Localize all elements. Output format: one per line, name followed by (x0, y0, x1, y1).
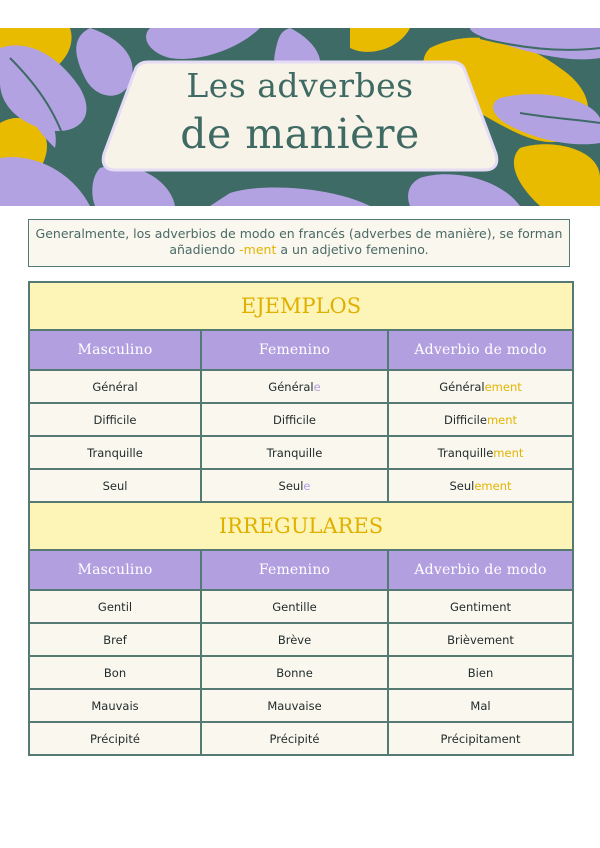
page-title-line-1: Les adverbes (186, 66, 414, 105)
column-header-femenino: Femenino (201, 550, 388, 590)
feminine-cell: Précipité (201, 722, 388, 755)
feminine-base: Général (268, 379, 314, 394)
table-row (29, 436, 573, 469)
feminine-cell (201, 370, 388, 403)
adverb-base: Difficile (443, 412, 487, 427)
masculine-cell: Difficile (29, 403, 201, 436)
masculine-cell: Gentil (29, 590, 201, 623)
examples-heading: EJEMPLOS (29, 282, 573, 330)
column-header-masculino: Masculino (29, 330, 201, 370)
adverb-suffix: ement (484, 379, 522, 394)
column-header-masculino: Masculino (29, 550, 201, 590)
feminine-cell: Gentille (201, 590, 388, 623)
adverb-cell: Précipitament (388, 722, 573, 755)
masculine-cell: Général (29, 370, 201, 403)
feminine-cell: Mauvaise (201, 689, 388, 722)
adverb-suffix: ment (486, 412, 518, 427)
feminine-cell (201, 436, 388, 469)
adverb-cell (388, 370, 573, 403)
adverb-cell: Mal (388, 689, 573, 722)
adverb-cell: Brièvement (388, 623, 573, 656)
adverb-cell (388, 436, 573, 469)
feminine-suffix: e (313, 379, 321, 394)
column-header-adverbio: Adverbio de modo (388, 330, 573, 370)
feminine-base: Difficile (273, 412, 316, 427)
adverb-base: Seul (449, 478, 475, 493)
table-row (29, 623, 573, 656)
adverb-suffix: ement (474, 478, 512, 493)
masculine-cell: Bref (29, 623, 201, 656)
section-heading-row (29, 282, 573, 330)
masculine-cell: Tranquille (29, 436, 201, 469)
adverb-base: Tranquille (437, 445, 494, 460)
masculine-cell: Mauvais (29, 689, 201, 722)
feminine-cell (201, 403, 388, 436)
irregulars-heading: IRREGULARES (29, 502, 573, 550)
column-header-row (29, 330, 573, 370)
column-header-femenino: Femenino (201, 330, 388, 370)
masculine-cell: Seul (29, 469, 201, 502)
feminine-cell (201, 469, 388, 502)
column-header-adverbio: Adverbio de modo (388, 550, 573, 590)
masculine-cell: Bon (29, 656, 201, 689)
adverb-base: Général (439, 379, 485, 394)
table-row (29, 689, 573, 722)
title-plate (98, 58, 502, 174)
table-row (29, 403, 573, 436)
intro-text: Generalmente, los adverbios de modo en francés (adverbes de manière), se forman añadiendo (35, 226, 563, 257)
feminine-cell: Brève (201, 623, 388, 656)
table-row (29, 370, 573, 403)
table-row (29, 469, 573, 502)
section-heading-row (29, 502, 573, 550)
table-row (29, 656, 573, 689)
page-title-line-2: de manière (180, 110, 420, 158)
feminine-cell: Bonne (201, 656, 388, 689)
adverb-cell (388, 469, 573, 502)
adverb-suffix: ment (493, 445, 524, 460)
feminine-base: Seul (278, 478, 304, 493)
adverb-cell (388, 403, 573, 436)
intro-text-box (28, 219, 570, 267)
intro-text-end: a un adjetivo femenino. (276, 242, 429, 257)
table-row (29, 722, 573, 755)
table-row (29, 590, 573, 623)
feminine-suffix: e (303, 478, 311, 493)
intro-highlight-suffix: -ment (239, 242, 277, 257)
examples-table (28, 281, 574, 756)
column-header-row (29, 550, 573, 590)
masculine-cell: Précipité (29, 722, 201, 755)
feminine-base: Tranquille (266, 445, 323, 460)
adverb-cell: Bien (388, 656, 573, 689)
adverb-cell: Gentiment (388, 590, 573, 623)
